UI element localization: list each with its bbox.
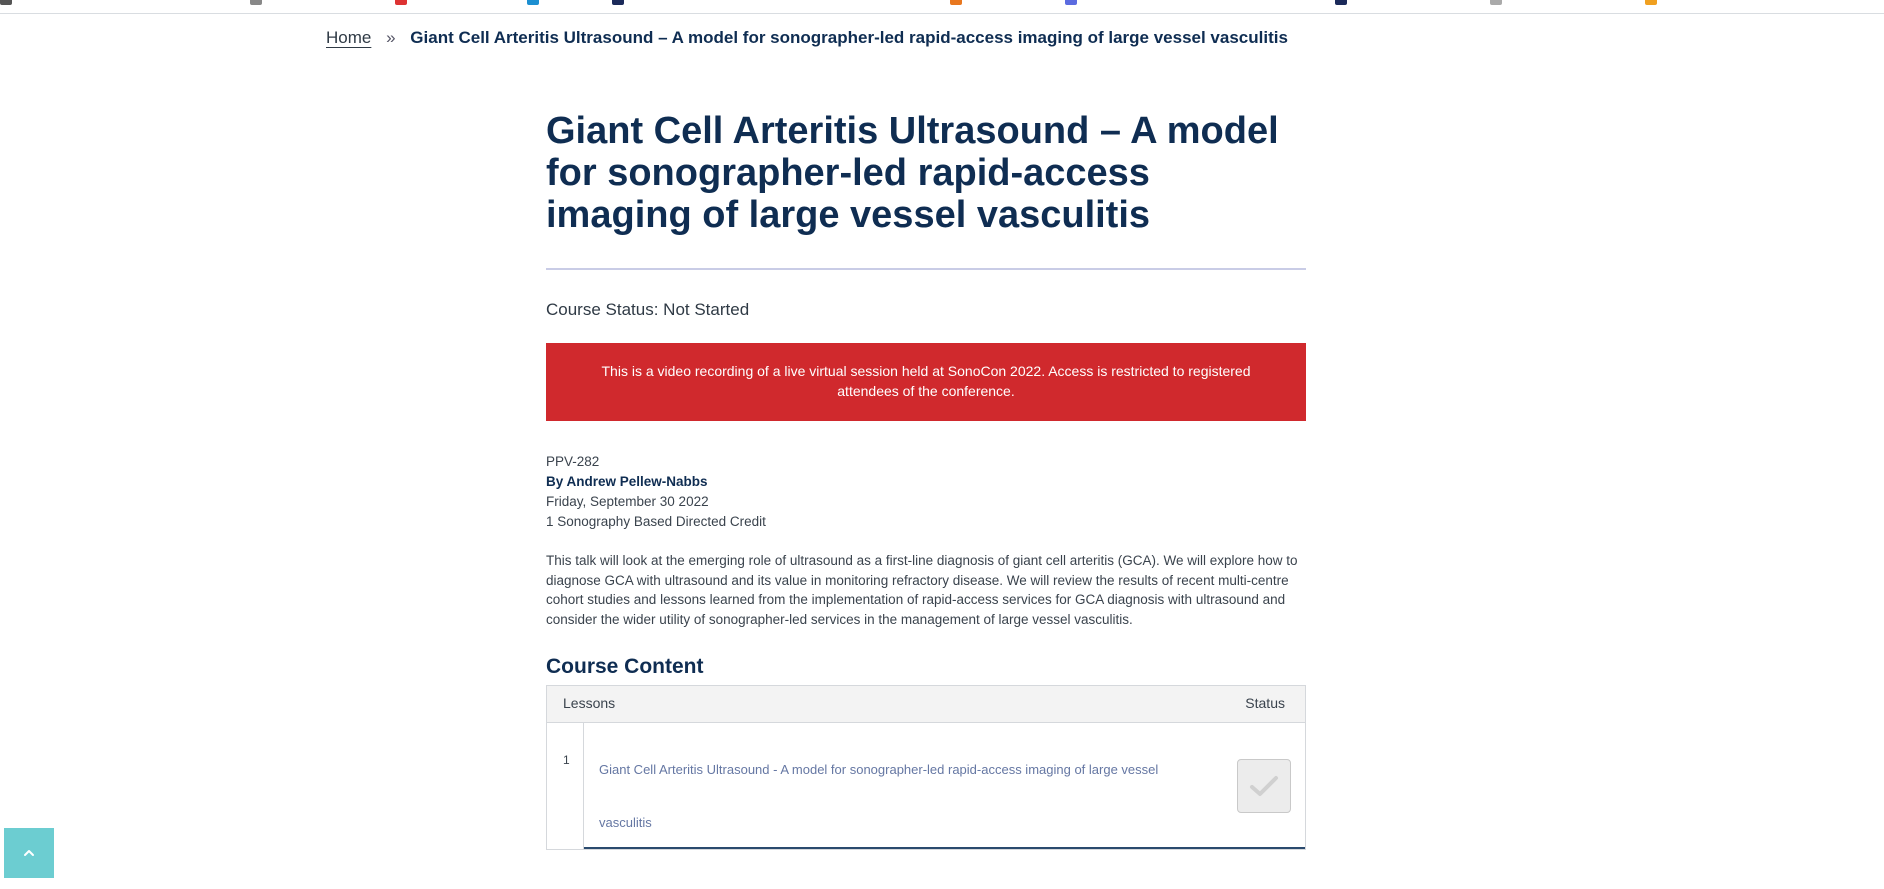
- course-code: PPV-282: [546, 454, 600, 469]
- bookmark-icon[interactable]: [612, 0, 624, 5]
- breadcrumb-separator: »: [386, 28, 396, 47]
- course-author: By Andrew Pellew-Nabbs: [546, 474, 708, 489]
- breadcrumb-current: Giant Cell Arteritis Ultrasound – A model for sonographer-led rapid-access imaging of large vessel vasculitis: [410, 28, 1288, 47]
- course-content-heading: Course Content: [546, 655, 704, 678]
- bookmark-icon[interactable]: [1335, 0, 1347, 5]
- course-description: This talk will look at the emerging role of ultrasound as a first-line diagnosis of giant cell arteritis (GCA). We will explore how to diagnose GCA with ultrasound and its value in monitoring refractory disease. We will review the results of recent multi-centre cohort studies and lessons learned from the implementation of rapid-access services for GCA diagnosis with ultrasound and consider the wider utility of sonographer-led services in the management of large vessel vasculitis.: [546, 553, 1298, 627]
- bookmark-icon[interactable]: [1065, 0, 1077, 5]
- lessons-table: [546, 685, 1306, 850]
- bookmark-icon[interactable]: [1490, 0, 1502, 5]
- lesson-cell: [584, 723, 1305, 849]
- course-main: [546, 110, 1306, 850]
- lesson-link[interactable]: Giant Cell Arteritis Ultrasound - A model for sonographer-led rapid-access imaging of large vessel vasculitis: [599, 762, 1159, 830]
- lesson-row: [547, 723, 1305, 849]
- bookmark-icon[interactable]: [0, 0, 12, 5]
- course-status: Course Status: Not Started: [546, 300, 750, 319]
- scroll-to-top-button[interactable]: [4, 828, 54, 878]
- course-credit: 1 Sonography Based Directed Credit: [546, 514, 766, 529]
- lessons-table-header: [547, 686, 1305, 723]
- status-column-header: Status: [1245, 695, 1285, 711]
- breadcrumb: [326, 28, 1288, 48]
- page-title: Giant Cell Arteritis Ultrasound – A model for sonographer-led rapid-access imaging of large vessel vasculitis: [546, 110, 1279, 236]
- bookmark-icon[interactable]: [250, 0, 262, 5]
- lesson-number: 1: [547, 723, 584, 849]
- breadcrumb-home-link[interactable]: Home: [326, 28, 372, 47]
- bookmark-icon[interactable]: [1645, 0, 1657, 5]
- lessons-column-header: Lessons: [563, 695, 616, 711]
- checkmark-icon: [1249, 774, 1279, 798]
- chevron-up-icon: [22, 848, 36, 858]
- lesson-status-checkbox[interactable]: [1237, 759, 1291, 813]
- bookmark-icon[interactable]: [527, 0, 539, 5]
- access-alert: This is a video recording of a live virtual session held at SonoCon 2022. Access is restricted to registered attendees of the conference.: [546, 343, 1306, 421]
- bookmark-icon[interactable]: [950, 0, 962, 5]
- course-meta: [546, 452, 1306, 532]
- browser-bookmarks-bar: [0, 0, 1884, 14]
- title-divider: [546, 268, 1306, 270]
- bookmark-icon[interactable]: [395, 0, 407, 5]
- course-date: Friday, September 30 2022: [546, 494, 709, 509]
